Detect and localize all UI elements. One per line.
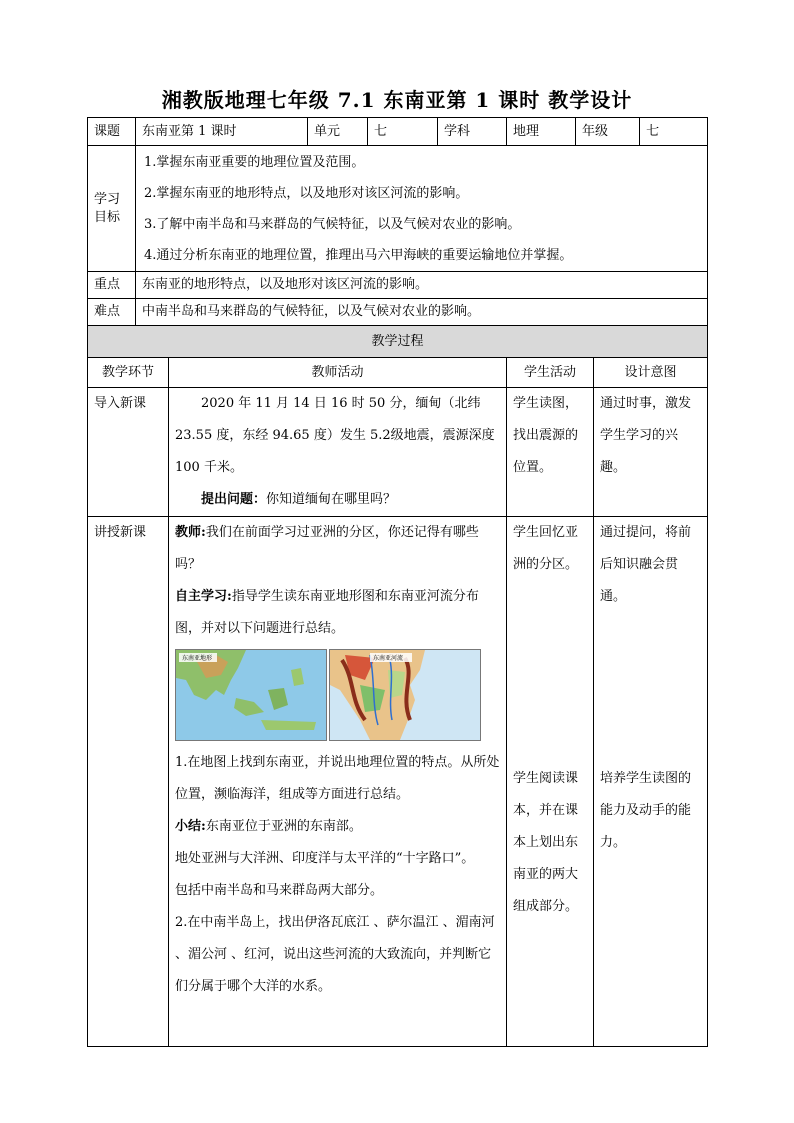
- summary: 小结:东南亚位于亚洲的东南部。: [175, 819, 362, 834]
- subject-value: 地理: [507, 118, 576, 146]
- student-activity: 学生回忆亚洲的分区。: [513, 525, 579, 572]
- stage-cell: 导入新课: [88, 388, 169, 517]
- grade-value: 七: [640, 118, 708, 146]
- subject-label: 学科: [438, 118, 507, 146]
- southeast-asia-rivers-map: [329, 649, 481, 741]
- column-header-row: [88, 358, 708, 388]
- column-header-stage: 教学环节: [88, 358, 169, 388]
- info-row: [88, 118, 708, 146]
- key-point-row: [88, 272, 708, 299]
- summary-line: 地处亚洲与大洋洲、印度洋与太平洋的“十字路口”。: [175, 851, 475, 866]
- terrain-map-title: 东南亚地形: [182, 655, 213, 662]
- goal-item: 2.掌握东南亚的地形特点，以及地形对该区河流的影响。: [144, 185, 469, 201]
- teacher-question: 教师:我们在前面学习过亚洲的分区，你还记得有哪些吗？: [175, 525, 479, 572]
- goal-item: 4.通过分析东南亚的地理位置，推理出马六甲海峡的重要运输地位并掌握。: [144, 247, 573, 263]
- process-header-row: [88, 326, 708, 358]
- key-point-label: 重点: [88, 272, 136, 299]
- self-study: 自主学习:指导学生读东南亚地形图和东南亚河流分布图，并对以下问题进行总结。: [175, 589, 479, 636]
- difficulty-row: [88, 299, 708, 326]
- lesson-plan-table: [87, 117, 708, 1047]
- unit-label: 单元: [308, 118, 368, 146]
- task-1: 1.在地图上找到东南亚，并说出地理位置的特点。从所处位置，濒临海洋，组成等方面进行总结。: [175, 755, 500, 802]
- teacher-cell: [169, 517, 507, 1047]
- maps: [175, 649, 500, 741]
- task-2: 2.在中南半岛上，找出伊洛瓦底江 、萨尔温江 、湄南河 、湄公河 、红河，说出这些河流的大致流向，并判断它们分属于哪个大洋的水系。: [175, 915, 495, 994]
- goals-list: [136, 146, 708, 272]
- stage-cell: 讲授新课: [88, 517, 169, 1047]
- lecture-row: [88, 517, 708, 1047]
- key-point-value: 东南亚的地形特点，以及地形对该区河流的影响。: [136, 272, 708, 299]
- rivers-map-title: 东南亚河流: [373, 655, 404, 662]
- difficulty-label: 难点: [88, 299, 136, 326]
- unit-value: 七: [368, 118, 438, 146]
- summary-line: 包括中南半岛和马来群岛两大部分。: [175, 883, 384, 898]
- column-header-teacher: 教师活动: [169, 358, 507, 388]
- goals-label: 学习目标: [88, 146, 136, 272]
- teacher-cell: [169, 388, 507, 517]
- intent-cell: 通过时事，激发学生学习的兴趣。: [594, 388, 708, 517]
- difficulty-value: 中南半岛和马来群岛的气候特征，以及气候对农业的影响。: [136, 299, 708, 326]
- intent-cell: [594, 517, 708, 1047]
- goal-item: 3.了解中南半岛和马来群岛的气候特征，以及气候对农业的影响。: [144, 216, 521, 232]
- intro-text: 2020 年 11 月 14 日 16 时 50 分，缅甸（北纬 23.55 度，东经 94.65 度）发生 5.2级地震，震源深度 100 千米。: [175, 396, 495, 475]
- intro-row: [88, 388, 708, 517]
- design-intent: 培养学生读图的能力及动手的能力。: [600, 771, 692, 850]
- student-activity: 学生阅读课本，并在课本上划出东南亚的两大组成部分。: [513, 771, 579, 914]
- design-intent: 通过提问，将前后知识融会贯通。: [600, 525, 692, 604]
- topic-label: 课题: [88, 118, 136, 146]
- page-title: 湘教版地理七年级 7.1 东南亚第 1 课时 教学设计: [161, 88, 633, 112]
- topic-value: 东南亚第 1 课时: [136, 118, 308, 146]
- process-header: 教学过程: [88, 326, 708, 358]
- student-cell: [507, 517, 594, 1047]
- intro-question: 提出问题：你知道缅甸在哪里吗？: [201, 492, 397, 507]
- southeast-asia-terrain-map: [175, 649, 327, 741]
- student-cell: 学生读图，找出震源的位置。: [507, 388, 594, 517]
- goals-row: [88, 146, 708, 272]
- goal-item: 1.掌握东南亚重要的地理位置及范围。: [144, 154, 365, 170]
- column-header-intent: 设计意图: [594, 358, 708, 388]
- column-header-student: 学生活动: [507, 358, 594, 388]
- grade-label: 年级: [576, 118, 640, 146]
